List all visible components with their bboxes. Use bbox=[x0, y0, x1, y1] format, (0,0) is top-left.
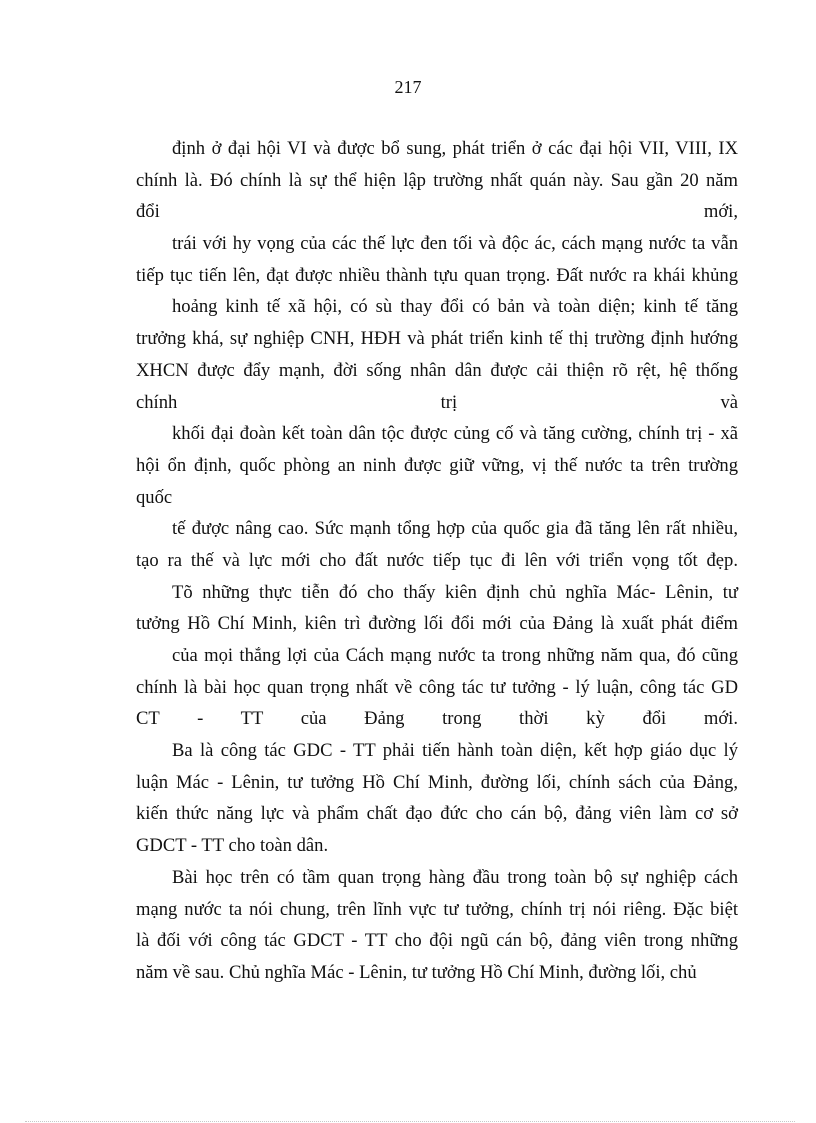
text-line: XHCN được đẩy mạnh, đời sống nhân dân được cải thiện rõ rệt, hệ thống bbox=[136, 359, 738, 381]
body-text bbox=[136, 138, 738, 994]
text-line: quốc bbox=[136, 486, 173, 508]
text-line: Ba là công tác GDC - TT phải tiến hành toàn diện, kết hợp giáo dục lý bbox=[172, 740, 738, 762]
text-line: của mọi thắng lợi của Cách mạng nước ta trong những năm qua, đó cũng bbox=[172, 645, 738, 666]
text-line: luận Mác - Lênin, tư tưởng Hồ Chí Minh, đường lối, chính sách của Đảng, bbox=[136, 771, 738, 793]
text-line: tiếp tục tiến lên, đạt được nhiều thành tựu quan trọng. Đất nước ra khái khủng bbox=[136, 264, 738, 286]
text-line: tưởng Hồ Chí Minh, kiên trì đường lối đổi mới của Đảng là xuất phát điểm bbox=[136, 613, 738, 635]
text-line: năm về sau. Chủ nghĩa Mác - Lênin, tư tưởng Hồ Chí Minh, đường lối, chủ bbox=[136, 961, 697, 983]
text-line: đổi mới, bbox=[136, 201, 738, 223]
text-line: chính là. Đó chính là sự thể hiện lập trường nhất quán này. Sau gần 20 năm bbox=[136, 169, 738, 191]
text-line: CT - TT của Đảng trong thời kỳ đổi mới. bbox=[136, 708, 738, 730]
text-line: chính là bài học quan trọng nhất về công tác tư tưởng - lý luận, công tác GD bbox=[136, 676, 738, 698]
text-line: kiến thức năng lực và phẩm chất đạo đức cho cán bộ, đảng viên làm cơ sở bbox=[136, 803, 738, 825]
text-line: Bài học trên có tầm quan trọng hàng đầu trong toàn bộ sự nghiệp cách bbox=[172, 866, 738, 888]
text-line: hội ổn định, quốc phòng an ninh được giữ vững, vị thế nước ta trên trường bbox=[136, 454, 738, 476]
text-line: khối đại đoàn kết toàn dân tộc được củng cố và tăng cường, chính trị - xã bbox=[172, 423, 738, 445]
text-line: trái với hy vọng của các thế lực đen tối và độc ác, cách mạng nước ta vẫn bbox=[172, 233, 738, 255]
text-line: định ở đại hội VI và được bổ sung, phát triển ở các đại hội VII, VIII, IX bbox=[172, 138, 738, 159]
page-number: 217 bbox=[394, 77, 422, 97]
text-line: tạo ra thế và lực mới cho đất nước tiếp tục đi lên với triển vọng tốt đẹp. bbox=[136, 549, 738, 571]
page-bottom-divider bbox=[25, 1121, 795, 1122]
text-line: chính trị và bbox=[136, 391, 738, 413]
text-line: trưởng khá, sự nghiệp CNH, HĐH và phát triển kinh tế thị trường định hướng bbox=[136, 328, 738, 350]
text-line: Tõ những thực tiễn đó cho thấy kiên định chủ nghĩa Mác- Lênin, tư bbox=[172, 581, 738, 603]
text-line: là đối với công tác GDCT - TT cho đội ngũ cán bộ, đảng viên trong những bbox=[136, 930, 738, 952]
text-line: mạng nước ta nói chung, trên lĩnh vực tư tưởng, chính trị nói riêng. Đặc biệt bbox=[136, 898, 738, 920]
text-line: tế được nâng cao. Sức mạnh tổng hợp của quốc gia đã tăng lên rất nhiều, bbox=[172, 518, 738, 540]
text-line: GDCT - TT cho toàn dân. bbox=[136, 835, 329, 857]
text-line: hoảng kinh tế xã hội, có sù thay đổi có bản và toàn diện; kinh tế tăng bbox=[172, 296, 738, 318]
